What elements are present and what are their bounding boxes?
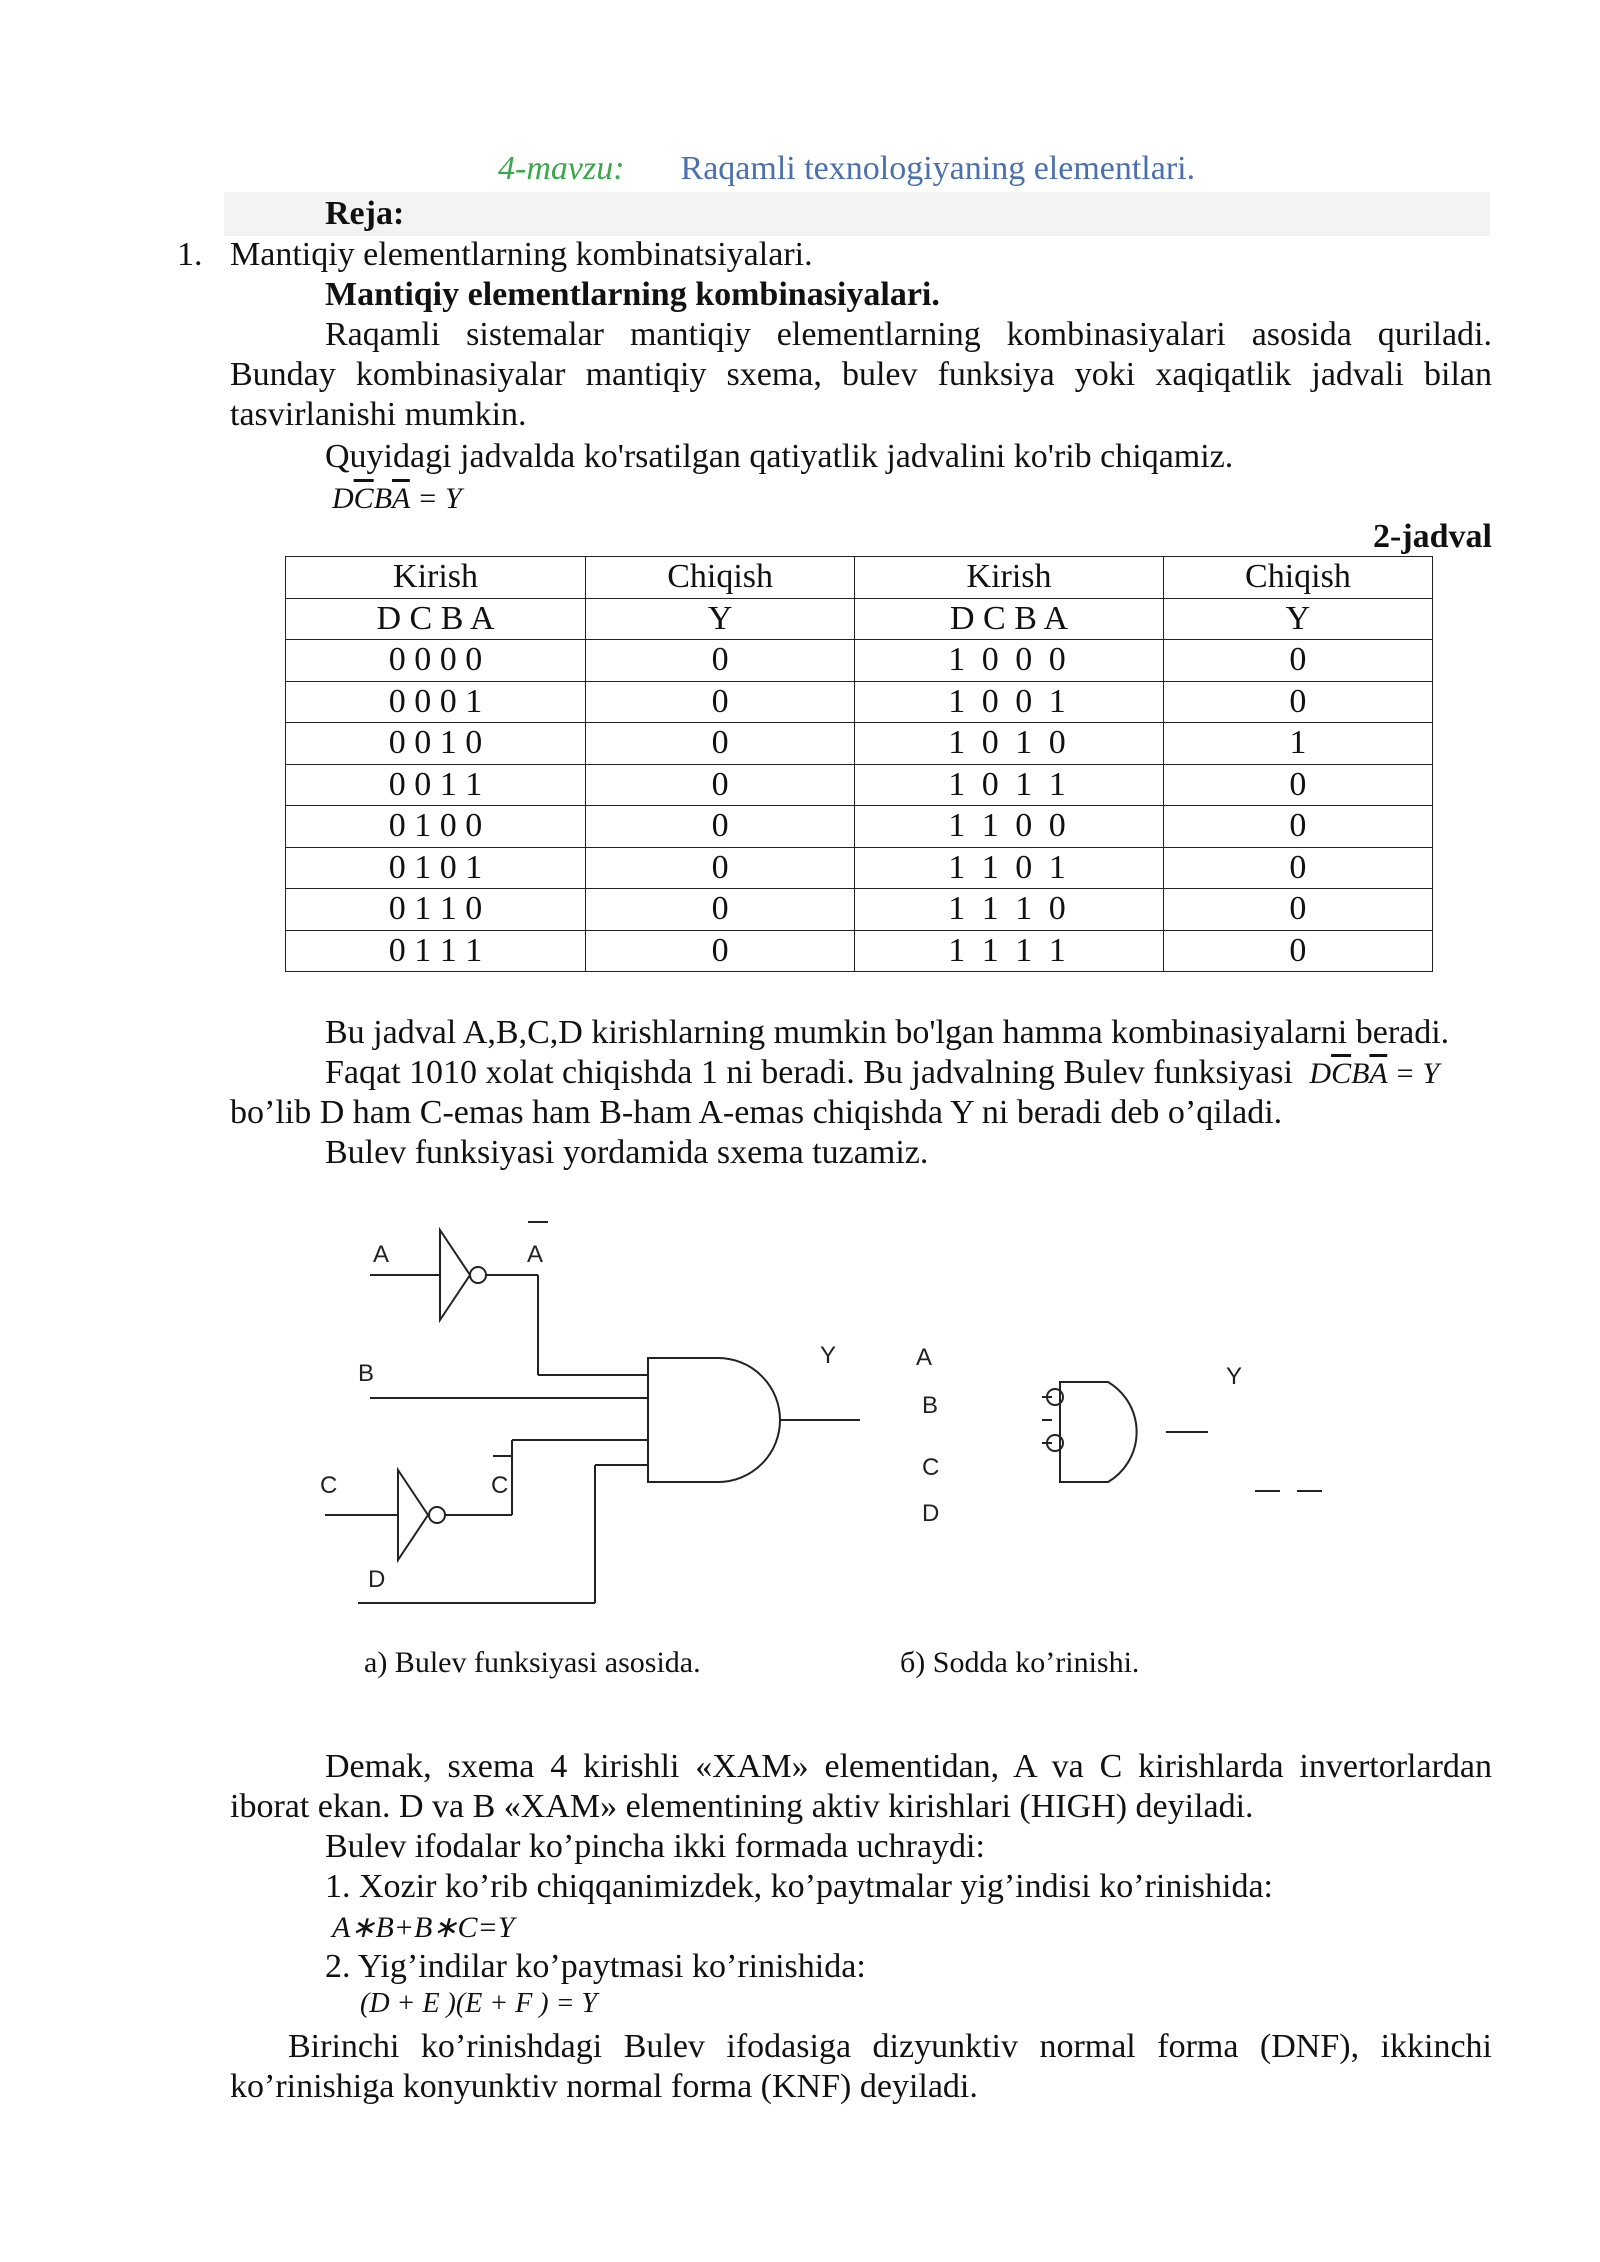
table-cell: 0 <box>586 640 855 682</box>
table-row <box>286 806 1433 848</box>
table-cell: 1 0 0 1 <box>855 681 1164 723</box>
table-cell: 0 0 0 1 <box>286 681 586 723</box>
table-cell: 1 1 1 1 <box>855 930 1164 972</box>
table-subheader-row <box>286 598 1433 640</box>
table-cell: 0 1 0 1 <box>286 847 586 889</box>
label-a-not: A <box>527 1241 544 1268</box>
plan-item-number: 1. <box>177 236 203 273</box>
table-cell: 0 1 1 0 <box>286 889 586 931</box>
caption-diagram-a: a) Bulev funksiyasi asosida. <box>364 1646 701 1679</box>
truth-table <box>285 556 1433 972</box>
formula-dcba-inline <box>1309 1057 1439 1090</box>
formula-equals-y: = Y <box>1387 1057 1440 1090</box>
table-label: 2-jadval <box>1373 518 1492 555</box>
paragraph-build-circuit: Bulev funksiyasi yordamida sxema tuzamiz. <box>325 1134 929 1171</box>
table-cell: 1 0 0 0 <box>855 640 1164 682</box>
paragraph-two-forms: Bulev ifodalar ko’pincha ikki formada uchraydi: <box>325 1828 985 1865</box>
circuit-diagrams <box>300 1190 1350 1630</box>
and-gate-b <box>1060 1382 1137 1482</box>
table-cell: 1 1 0 1 <box>855 847 1164 889</box>
label-b-diagram-a: A <box>916 1344 933 1371</box>
table-cell: 0 <box>1163 681 1432 723</box>
table-row <box>286 889 1433 931</box>
page-heading <box>498 150 1195 188</box>
label-b-diagram-d: D <box>922 1500 940 1527</box>
paragraph-intro: Raqamli sistemalar mantiqiy elementlarning kombinasiyalari asosida quriladi. Bunday kombinasiyalar mantiqiy sxema, bulev funksiya yoki xaqiqatlik jadvali bilan tasvirlanishi mumkin. <box>230 316 1492 433</box>
plan-highlight <box>224 192 1490 236</box>
paragraph-table-intro: Quyidagi jadvalda ko'rsatilgan qatiyatlik jadvalini ko'rib chiqamiz. <box>325 438 1234 475</box>
inverter-c <box>398 1470 445 1560</box>
plan-label: Reja: <box>325 195 405 232</box>
table-cell: 0 <box>1163 806 1432 848</box>
label-a: A <box>373 1241 390 1268</box>
inverter-a <box>440 1230 486 1320</box>
table-cell: 1 1 1 0 <box>855 889 1164 931</box>
paragraph-conclusion: Demak, sxema 4 kirishli «XAM» elementidan, A va C kirishlarda invertorlardan iborat ekan. D va B «XAM» elementining aktiv kirishlari (HIGH) deyiladi. <box>230 1748 1492 1825</box>
table-row <box>286 847 1433 889</box>
table-cell: 0 <box>586 723 855 765</box>
section-title: Mantiqiy elementlarning kombinasiyalari. <box>325 276 940 313</box>
formula-knf: (D + E )(E + F ) = Y <box>360 1988 598 2019</box>
formula-a-not: $\overline{A}$ <box>1369 1057 1388 1090</box>
table-row <box>286 640 1433 682</box>
subheader-dcba-2: D C B A <box>855 598 1164 640</box>
table-cell: 0 <box>1163 764 1432 806</box>
header-kirish-2: Kirish <box>855 557 1164 599</box>
formula-c-not: $\overline{C}$ <box>1331 1057 1352 1090</box>
table-header-row <box>286 557 1433 599</box>
subheader-y-1: Y <box>586 598 855 640</box>
header-chiqish-2: Chiqish <box>1163 557 1432 599</box>
table-cell: 0 <box>586 681 855 723</box>
label-b-diagram-y: Y <box>1226 1363 1243 1390</box>
form-item-1: 1. Xozir ko’rib chiqqanimizdek, ko’paytmalar yig’indisi ko’rinishida: <box>325 1868 1273 1905</box>
table-row <box>286 681 1433 723</box>
table-row <box>286 723 1433 765</box>
caption-diagram-b: б) Sodda ko’rinishi. <box>900 1646 1140 1679</box>
formula-a-not: $\overline{A}$ <box>392 482 410 515</box>
paragraph-dnf-knf: Birinchi ko’rinishdagi Bulev ifodasiga dizyunktiv normal forma (DNF), ikkinchi ko’rinishiga konyunktiv normal forma (KNF) deyiladi. <box>230 2028 1492 2105</box>
formula-b: B <box>373 482 393 515</box>
table-row <box>286 930 1433 972</box>
table-cell: 1 0 1 1 <box>855 764 1164 806</box>
table-row <box>286 764 1433 806</box>
table-cell: 0 <box>586 889 855 931</box>
table-cell: 0 <box>1163 930 1432 972</box>
subheader-dcba-1: D C B A <box>286 598 586 640</box>
label-b-diagram-c: C <box>922 1454 940 1481</box>
formula-equals-y: = Y <box>409 482 462 515</box>
form-item-2: 2. Yig’indilar ko’paytmasi ko’rinishida: <box>325 1948 866 1985</box>
and-gate-a <box>648 1358 780 1482</box>
formula-d: D <box>1309 1057 1332 1090</box>
table-cell: 0 1 0 0 <box>286 806 586 848</box>
table-cell: 0 <box>586 847 855 889</box>
header-chiqish-1: Chiqish <box>586 557 855 599</box>
table-cell: 0 <box>586 764 855 806</box>
label-b: B <box>358 1360 375 1387</box>
table-cell: 0 <box>586 930 855 972</box>
subheader-y-2: Y <box>1163 598 1432 640</box>
paragraph-function-line <box>325 1053 1439 1094</box>
formula-dcba <box>332 482 462 516</box>
table-cell: 0 <box>1163 847 1432 889</box>
table-cell: 0 <box>586 806 855 848</box>
label-y: Y <box>820 1342 837 1369</box>
table-cell: 1 1 0 0 <box>855 806 1164 848</box>
table-cell: 0 <box>1163 889 1432 931</box>
formula-dnf: A∗B+B∗C=Y <box>332 1911 515 1944</box>
label-c-not: C <box>491 1472 509 1499</box>
table-cell: 0 0 1 1 <box>286 764 586 806</box>
formula-d: D <box>332 482 354 515</box>
header-kirish-1: Kirish <box>286 557 586 599</box>
table-cell: 1 0 1 0 <box>855 723 1164 765</box>
table-cell: 1 <box>1163 723 1432 765</box>
table-cell: 0 <box>1163 640 1432 682</box>
paragraph-combinations: Bu jadval A,B,C,D kirishlarning mumkin bo'lgan hamma kombinasiyalarni beradi. <box>325 1014 1450 1051</box>
paragraph-function-text: Faqat 1010 xolat chiqishda 1 ni beradi. Bu jadvalning Bulev funksiyasi <box>325 1054 1293 1091</box>
label-b-diagram-b: B <box>922 1392 939 1419</box>
paragraph-function-reading: bo’lib D ham C-emas ham B-ham A-emas chiqishda Y ni beradi deb o’qiladi. <box>230 1094 1283 1131</box>
formula-c-not: $\overline{C}$ <box>353 482 374 515</box>
topic-number: 4-mavzu: <box>498 150 625 187</box>
formula-b: B <box>1351 1057 1370 1090</box>
plan-item-text: Mantiqiy elementlarning kombinatsiyalari. <box>230 236 813 273</box>
table-cell: 0 0 0 0 <box>286 640 586 682</box>
topic-title: Raqamli texnologiyaning elementlari. <box>680 150 1196 187</box>
table-cell: 0 0 1 0 <box>286 723 586 765</box>
table-cell: 0 1 1 1 <box>286 930 586 972</box>
label-c: C <box>320 1472 338 1499</box>
label-d: D <box>368 1566 386 1593</box>
